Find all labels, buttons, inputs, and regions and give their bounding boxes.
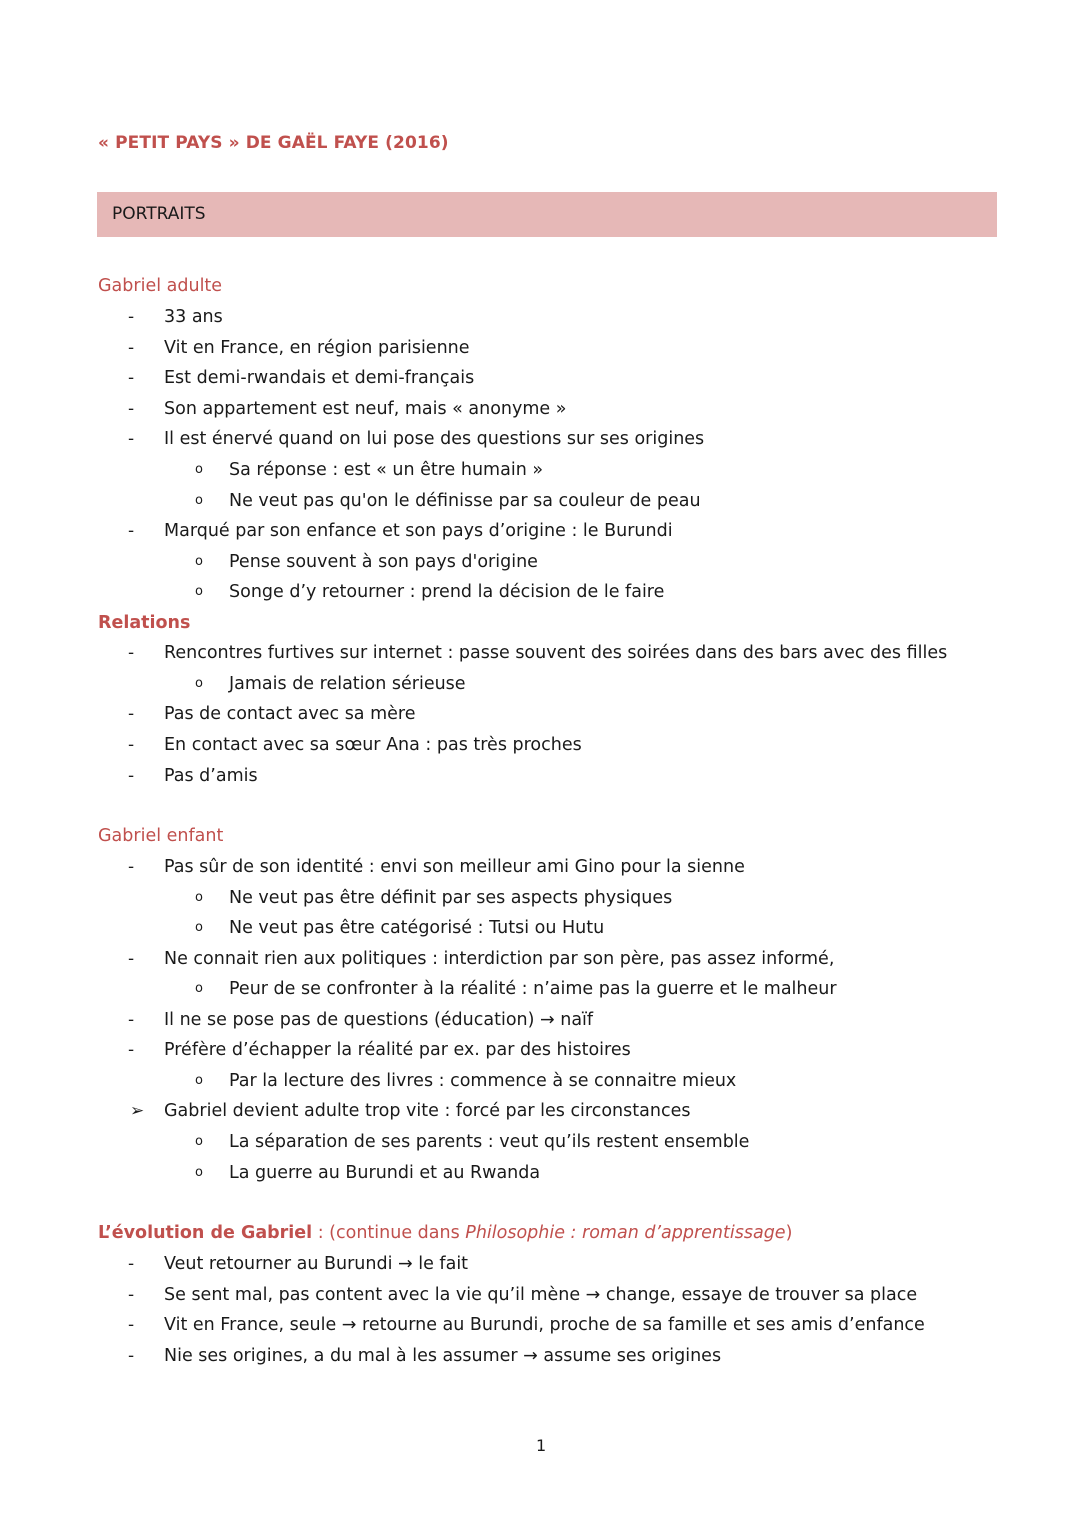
list-item: Il est énervé quand on lui pose des questions sur ses origines (164, 429, 705, 449)
page-number: 1 (536, 1436, 547, 1455)
evolution-heading-bold: L’évolution de Gabriel (98, 1223, 313, 1243)
bullet-dash: - (128, 429, 135, 449)
bullet-dash: - (128, 307, 135, 327)
list-item: Veut retourner au Burundi → le fait (164, 1254, 469, 1274)
section-heading-enfant: Gabriel enfant (98, 826, 224, 846)
list-item: En contact avec sa sœur Ana : pas très proches (164, 735, 582, 755)
list-item: Gabriel devient adulte trop vite : forcé par les circonstances (164, 1101, 691, 1121)
bullet-dash: - (128, 368, 135, 388)
evolution-heading-close: ) (785, 1223, 793, 1243)
sub-list-item: Ne veut pas être définit par ses aspects physiques (229, 888, 673, 908)
bullet-circle: o (195, 584, 203, 599)
list-item: 33 ans (164, 307, 223, 327)
bullet-circle: o (195, 676, 203, 691)
bullet-dash: - (128, 1346, 135, 1366)
sub-list-item: Par la lecture des livres : commence à se connaitre mieux (229, 1071, 737, 1091)
list-item: Préfère d’échapper la réalité par ex. par des histoires (164, 1040, 631, 1060)
bullet-dash: - (128, 735, 135, 755)
bullet-circle: o (195, 554, 203, 569)
evolution-heading-plain: : (continue dans (312, 1223, 466, 1243)
bullet-circle: o (195, 462, 203, 477)
section-heading-evolution (98, 1218, 792, 1248)
list-item: Ne connait rien aux politiques : interdiction par son père, pas assez informé, (164, 949, 835, 969)
bullet-dash: - (128, 1010, 135, 1030)
bullet-circle: o (195, 1073, 203, 1088)
sub-list-item: La séparation de ses parents : veut qu’ils restent ensemble (229, 1132, 750, 1152)
bullet-dash: - (128, 704, 135, 724)
list-item: Pas de contact avec sa mère (164, 704, 416, 724)
bullet-dash: - (128, 1285, 135, 1305)
document-title: « PETIT PAYS » DE GAËL FAYE (2016) (98, 133, 449, 153)
sub-list-item: La guerre au Burundi et au Rwanda (229, 1163, 541, 1183)
bullet-dash: - (128, 338, 135, 358)
list-item: Vit en France, seule → retourne au Burundi, proche de sa famille et ses amis d’enfance (164, 1315, 925, 1335)
bullet-dash: - (128, 857, 135, 877)
bullet-dash: - (128, 1040, 135, 1060)
portraits-banner (97, 192, 997, 237)
evolution-heading-italic: Philosophie : roman d’apprentissage (465, 1223, 786, 1243)
sub-list-item: Ne veut pas qu'on le définisse par sa couleur de peau (229, 491, 701, 511)
banner-label: PORTRAITS (112, 204, 206, 224)
bullet-dash: - (128, 643, 135, 663)
bullet-circle: o (195, 493, 203, 508)
sub-list-item: Jamais de relation sérieuse (229, 674, 466, 694)
list-item: Est demi-rwandais et demi-français (164, 368, 475, 388)
bullet-dash: - (128, 949, 135, 969)
sub-list-item: Sa réponse : est « un être humain » (229, 460, 544, 480)
bullet-dash: - (128, 1254, 135, 1274)
list-item: Rencontres furtives sur internet : passe souvent des soirées dans des bars avec des filles (164, 643, 948, 663)
sub-list-item: Songe d’y retourner : prend la décision de le faire (229, 582, 665, 602)
list-item: Se sent mal, pas content avec la vie qu’il mène → change, essaye de trouver sa place (164, 1285, 918, 1305)
bullet-circle: o (195, 920, 203, 935)
arrow-bullet-icon: ➢ (130, 1101, 145, 1121)
bullet-dash: - (128, 521, 135, 541)
list-item: Pas d’amis (164, 766, 258, 786)
list-item: Son appartement est neuf, mais « anonyme » (164, 399, 567, 419)
sub-list-item: Peur de se confronter à la réalité : n’aime pas la guerre et le malheur (229, 979, 837, 999)
list-item: Il ne se pose pas de questions (éducation) → naïf (164, 1010, 594, 1030)
list-item: Vit en France, en région parisienne (164, 338, 470, 358)
bullet-dash: - (128, 1315, 135, 1335)
bullet-circle: o (195, 981, 203, 996)
section-heading-adulte: Gabriel adulte (98, 276, 223, 296)
bullet-dash: - (128, 399, 135, 419)
list-item: Marqué par son enfance et son pays d’origine : le Burundi (164, 521, 673, 541)
bullet-circle: o (195, 890, 203, 905)
section-heading-relations: Relations (98, 613, 191, 633)
bullet-dash: - (128, 766, 135, 786)
bullet-circle: o (195, 1134, 203, 1149)
list-item: Nie ses origines, a du mal à les assumer → assume ses origines (164, 1346, 722, 1366)
sub-list-item: Ne veut pas être catégorisé : Tutsi ou Hutu (229, 918, 605, 938)
bullet-circle: o (195, 1165, 203, 1180)
list-item: Pas sûr de son identité : envi son meilleur ami Gino pour la sienne (164, 857, 745, 877)
sub-list-item: Pense souvent à son pays d'origine (229, 552, 538, 572)
